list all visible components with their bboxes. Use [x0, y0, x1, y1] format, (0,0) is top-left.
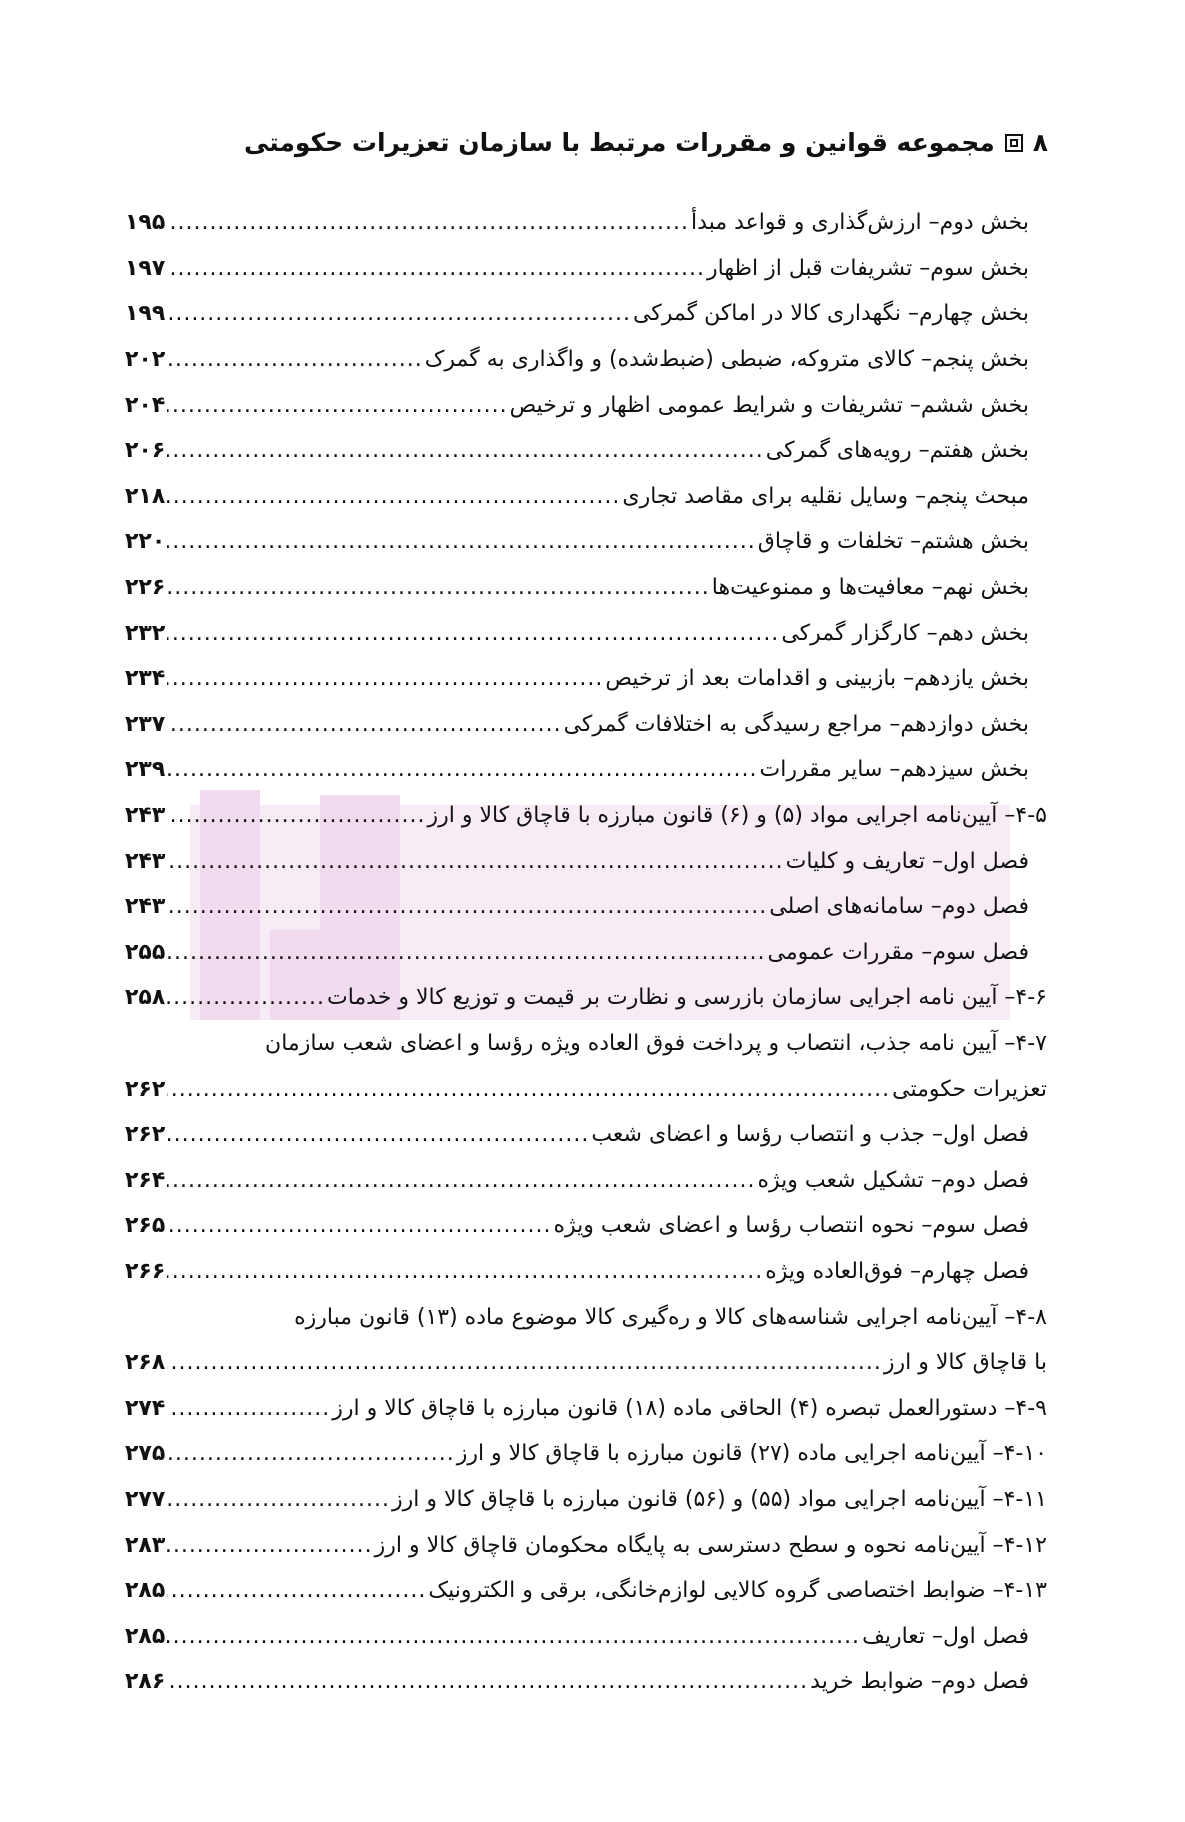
toc-page-number: ۲۷۷	[125, 1486, 166, 1512]
toc-entry-title: ۴-۷– آیین نامه جذب، انتصاب و پرداخت فوق العاده ویژه رؤسا و اعضای شعب سازمان	[265, 1030, 1047, 1056]
toc-page-number: ۲۸۶	[125, 1669, 166, 1695]
toc-page-number: ۲۳۷	[125, 711, 166, 737]
toc-entry-title: فصل دوم– تشکیل شعب ویژه	[757, 1167, 1029, 1193]
toc-entry[interactable]	[125, 1066, 1047, 1112]
dot-leader	[167, 1259, 763, 1284]
toc-entry-title: بخش سوم– تشریفات قبل از اظهار	[707, 255, 1029, 281]
dot-leader	[167, 256, 705, 281]
page-header	[244, 128, 1048, 157]
toc-entry-title: بخش هفتم– رویه‌های گمرکی	[765, 438, 1029, 464]
toc-entry-title: بخش یازدهم– بازبینی و اقدامات بعد از ترخیص	[605, 666, 1029, 692]
dot-leader	[167, 894, 767, 919]
framed-square-icon	[1005, 134, 1023, 152]
toc-entry[interactable]	[125, 1431, 1047, 1477]
dot-leader	[167, 940, 765, 965]
toc-page-number: ۲۳۲	[125, 620, 166, 646]
toc-page-number: ۱۹۹	[125, 301, 166, 327]
toc-entry[interactable]	[125, 702, 1047, 748]
toc-entry[interactable]	[125, 1249, 1047, 1295]
toc-page-number: ۲۰۶	[125, 438, 166, 464]
toc-entry[interactable]	[125, 747, 1047, 793]
toc-entry[interactable]	[125, 246, 1047, 292]
toc-entry-title: فصل اول– جذب و انتصاب رؤسا و اعضای شعب	[591, 1122, 1029, 1148]
dot-leader	[167, 575, 709, 600]
toc-entry[interactable]	[125, 1477, 1047, 1523]
toc-page-number: ۱۹۷	[125, 255, 166, 281]
toc-entry-title: فصل چهارم– فوق‌العاده ویژه	[765, 1258, 1029, 1284]
toc-page-number: ۲۶۵	[125, 1213, 166, 1239]
toc-entry-title: فصل دوم– ضوابط خرید	[810, 1669, 1029, 1695]
toc-entry[interactable]	[125, 337, 1047, 383]
toc-entry-line	[125, 1021, 1047, 1067]
toc-entry[interactable]	[125, 1340, 1047, 1386]
toc-entry-title: ۴-۵– آیین‌نامه اجرایی مواد (۵) و (۶) قانون مبارزه با قاچاق کالا و ارز	[427, 803, 1047, 829]
toc-entry-title: ۴-۸– آیین‌نامه اجرایی شناسه‌های کالا و ره‌گیری کالا موضوع ماده (۱۳) قانون مبارزه	[294, 1304, 1047, 1330]
toc-entry-title: فصل اول– تعاریف و کلیات	[785, 848, 1029, 874]
dot-leader	[167, 757, 757, 782]
toc-entry[interactable]	[125, 838, 1047, 884]
toc-entry-title: ۴-۱۳– ضوابط اختصاصی گروه کالایی لوازم‌خانگی، برقی و الکترونیک	[428, 1578, 1047, 1604]
toc-page-number: ۲۳۴	[125, 666, 166, 692]
dot-leader	[167, 438, 764, 463]
toc-entry-title: بخش هشتم– تخلفات و قاچاق	[757, 529, 1029, 555]
dot-leader	[167, 666, 603, 691]
toc-entry-title: با قاچاق کالا و ارز	[883, 1350, 1047, 1376]
toc-entry-title: ۴-۹– دستورالعمل تبصره (۴) الحاقی ماده (۱۸) قانون مبارزه با قاچاق کالا و ارز	[332, 1395, 1047, 1421]
toc-entry[interactable]	[125, 1522, 1047, 1568]
dot-leader	[167, 1077, 890, 1102]
dot-leader	[167, 301, 631, 326]
toc-page-number: ۲۵۵	[125, 939, 166, 965]
toc-entry[interactable]	[125, 884, 1047, 930]
toc-page-number: ۲۲۶	[125, 575, 166, 601]
toc-page-number: ۲۷۴	[125, 1395, 166, 1421]
toc-entry-title: فصل سوم– مقررات عمومی	[767, 939, 1029, 965]
toc-entry[interactable]	[125, 930, 1047, 976]
toc-entry[interactable]	[125, 1613, 1047, 1659]
toc-entry[interactable]	[125, 1157, 1047, 1203]
toc-entry[interactable]	[125, 565, 1047, 611]
toc-entry-title: ۴-۱۲– آیین‌نامه نحوه و سطح دسترسی به پایگاه محکومان قاچاق کالا و ارز	[374, 1532, 1047, 1558]
dot-leader	[167, 1168, 755, 1193]
toc-entry[interactable]	[125, 1385, 1047, 1431]
toc-page-number: ۲۵۸	[125, 985, 166, 1011]
toc-page-number: ۱۹۵	[125, 210, 166, 236]
dot-leader	[167, 1122, 589, 1147]
dot-leader	[167, 347, 422, 372]
dot-leader	[167, 1396, 330, 1421]
toc-entry[interactable]	[125, 474, 1047, 520]
dot-leader	[167, 393, 507, 418]
toc-page-number: ۲۴۳	[125, 848, 166, 874]
toc-entry-title: فصل سوم– نحوه انتصاب رؤسا و اعضای شعب ویژه	[553, 1213, 1029, 1239]
dot-leader	[167, 1487, 390, 1512]
toc-entry[interactable]	[125, 519, 1047, 565]
toc-entry[interactable]	[125, 1203, 1047, 1249]
toc-page-number: ۲۸۵	[125, 1623, 166, 1649]
toc-page-number: ۲۶۸	[125, 1350, 166, 1376]
dot-leader	[167, 1624, 860, 1649]
toc-entry[interactable]	[125, 1659, 1047, 1705]
dot-leader	[167, 985, 325, 1010]
toc-entry[interactable]	[125, 1112, 1047, 1158]
toc-entry-title: بخش پنجم– کالای متروکه، ضبطی (ضبط‌شده) و واگذاری به گمرک	[424, 347, 1029, 373]
dot-leader	[167, 1441, 454, 1466]
toc-entry-title: بخش ششم– تشریفات و شرایط عمومی اظهار و ترخیص	[509, 392, 1029, 418]
toc-entry[interactable]	[125, 200, 1047, 246]
table-of-contents	[125, 200, 1047, 1705]
toc-page-number: ۲۶۲	[125, 1076, 166, 1102]
page-number: ۸	[1032, 128, 1048, 157]
dot-leader	[167, 803, 425, 828]
toc-entry-title: تعزیرات حکومتی	[892, 1076, 1047, 1102]
dot-leader	[167, 849, 783, 874]
toc-entry-title: فصل اول– تعاریف	[862, 1623, 1029, 1649]
toc-entry[interactable]	[125, 610, 1047, 656]
dot-leader	[167, 1213, 551, 1238]
toc-page-number: ۲۳۹	[125, 757, 166, 783]
dot-leader	[167, 1350, 882, 1375]
toc-entry-title: بخش دوازدهم– مراجع رسیدگی به اختلافات گمرکی	[563, 711, 1029, 737]
toc-page-number: ۲۱۸	[125, 483, 166, 509]
toc-page-number: ۲۷۵	[125, 1441, 166, 1467]
toc-page-number: ۲۰۴	[125, 392, 166, 418]
toc-entry-title: ۴-۶– آیین نامه اجرایی سازمان بازرسی و نظارت بر قیمت و توزیع کالا و خدمات	[326, 985, 1047, 1011]
toc-page-number: ۲۰۲	[125, 347, 166, 373]
toc-page-number: ۲۸۳	[125, 1532, 166, 1558]
book-title: مجموعه قوانین و مقررات مرتبط با سازمان تعزیرات حکومتی	[243, 128, 995, 157]
toc-entry[interactable]	[125, 1568, 1047, 1614]
toc-entry-title: بخش دوم– ارزش‌گذاری و قواعد مبدأ	[691, 210, 1029, 236]
toc-entry[interactable]	[125, 793, 1047, 839]
toc-page-number: ۲۶۴	[125, 1167, 166, 1193]
toc-page-number: ۲۲۰	[125, 529, 166, 555]
toc-entry-line	[125, 1294, 1047, 1340]
dot-leader	[167, 712, 561, 737]
toc-entry-title: بخش سیزدهم– سایر مقررات	[759, 757, 1029, 783]
toc-entry-title: بخش دهم– کارگزار گمرکی	[781, 620, 1029, 646]
toc-entry-title: ۴-۱۰– آیین‌نامه اجرایی ماده (۲۷) قانون مبارزه با قاچاق کالا و ارز	[456, 1441, 1047, 1467]
dot-leader	[167, 1533, 372, 1558]
toc-entry-title: فصل دوم– سامانه‌های اصلی	[769, 894, 1029, 920]
dot-leader	[167, 1669, 808, 1694]
toc-entry-title: مبحث پنجم– وسایل نقلیه برای مقاصد تجاری	[622, 483, 1029, 509]
toc-entry-title: بخش نهم– معافیت‌ها و ممنوعیت‌ها	[711, 575, 1029, 601]
toc-entry[interactable]	[125, 656, 1047, 702]
dot-leader	[167, 1578, 426, 1603]
toc-entry-title: بخش چهارم– نگهداری کالا در اماکن گمرکی	[632, 301, 1029, 327]
dot-leader	[167, 621, 779, 646]
toc-page-number: ۲۴۳	[125, 894, 166, 920]
toc-page-number: ۲۸۵	[125, 1578, 166, 1604]
toc-page-number: ۲۶۲	[125, 1122, 166, 1148]
dot-leader	[167, 484, 620, 509]
dot-leader	[167, 210, 689, 235]
toc-entry[interactable]	[125, 291, 1047, 337]
toc-page-number: ۲۴۳	[125, 803, 166, 829]
toc-entry-title: ۴-۱۱– آیین‌نامه اجرایی مواد (۵۵) و (۵۶) قانون مبارزه با قاچاق کالا و ارز	[392, 1486, 1047, 1512]
toc-page-number: ۲۶۶	[125, 1258, 166, 1284]
toc-entry[interactable]	[125, 428, 1047, 474]
toc-entry[interactable]	[125, 382, 1047, 428]
dot-leader	[167, 529, 755, 554]
toc-entry[interactable]	[125, 975, 1047, 1021]
